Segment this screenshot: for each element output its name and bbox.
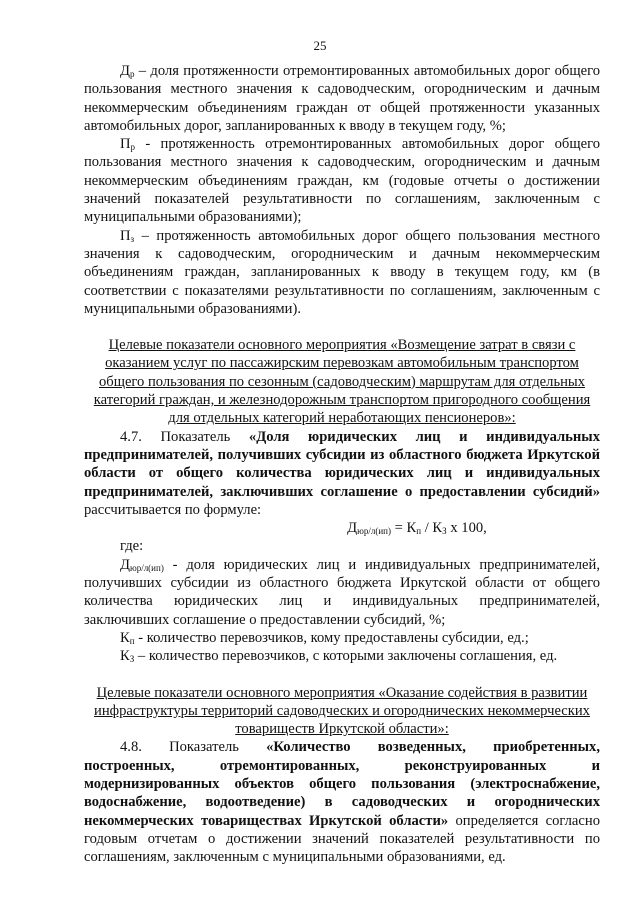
symbol-sub: р [130, 142, 136, 153]
symbol-sub: юр/л(ип) [129, 562, 164, 573]
definition-kz [84, 647, 600, 665]
formula-tail: х 100, [446, 520, 487, 537]
symbol-sub: З [129, 654, 135, 665]
symbol-k: К [120, 629, 130, 646]
symbol-p: П [120, 227, 131, 244]
formula [84, 519, 600, 537]
section-title-2: Целевые показатели основного мероприятия «Оказание содействия в развитии инфраструктуры территорий садоводческих и огороднических некоммерческих товариществ Иркутской области»: [94, 684, 590, 738]
definition-d [84, 556, 600, 629]
item-4-8 [84, 738, 600, 866]
item-prefix: 4.7. Показатель [120, 428, 249, 445]
paragraph-text: – доля протяженности отремонтированных автомобильных дорог общего пользования местного значения к садоводческим, огородническим и дачным некоммерческим объединениям граждан от общей протяженности указанных автомобильных дорог, запланированных к вводу в текущем году, %; [84, 63, 600, 134]
formula-kp-sub: п [416, 526, 422, 537]
item-suffix: рассчитывается по формуле: [84, 501, 262, 518]
item-indicator-name: «Доля юридических лиц и индивидуальных предпринимателей, получивших субсидии из областного бюджета Иркутской области от общего количества юридических лиц и индивидуальных предпринимателей, заключивших соглашение о предоставлении субсидий» [84, 428, 600, 500]
section-title-1: Целевые показатели основного мероприятия «Возмещение затрат в связи с оказанием услуг по пассажирским перевозкам автомобильным транспортом общего пользования по сезонным (садоводческим) маршрутам для отдельных категорий граждан, и железнодорожным транспортом пригородного сообщения для отдельных категорий неработающих пенсионеров»: [93, 337, 591, 427]
page-number: 25 [313, 38, 327, 53]
symbol-d: Д [120, 556, 130, 573]
where-label: где: [120, 538, 144, 555]
formula-eq: = К [390, 520, 417, 537]
formula-lhs: Д [347, 520, 358, 537]
definition-kp [84, 629, 600, 647]
definition-text: - количество перевозчиков, кому предоставлены субсидии, ед.; [134, 629, 529, 646]
paragraph-text: - протяженность отремонтированных автомобильных дорог общего пользования местного значения к садоводческим, огородническим и дачным некоммерческим объединениям граждан, км (годовые отчеты о достижении значений показателей результативности по соглашениям, заключенным с муниципальными образованиями); [84, 136, 600, 226]
symbol-d: Д [120, 63, 130, 79]
formula-kz-sub: З [442, 526, 447, 537]
item-indicator-name: «Количество возведенных, приобретенных, построенных, отремонтированных, реконструированных и модернизированных объектов общего пользования (электроснабжение, водоснабжение, водоотведение) в садоводческих и огороднических некоммерческих товариществах Иркутской области» [84, 739, 600, 829]
item-4-7 [84, 428, 600, 519]
symbol-k: К [120, 648, 130, 665]
definition-text: - доля юридических лиц и индивидуальных предпринимателей, получивших субсидии из областного бюджета Иркутской области от общего количества юридических лиц и индивидуальных предпринимателей, заключивших соглашение о предоставлении субсидий, %; [84, 556, 600, 628]
formula-lhs-sub: юр/л(ип) [357, 526, 391, 537]
symbol-sub: п [129, 635, 135, 646]
symbol-sub: р [129, 69, 135, 79]
item-prefix: 4.8. Показатель [120, 739, 267, 756]
definition-text: – количество перевозчиков, с которыми заключены соглашения, ед. [134, 648, 558, 665]
item-suffix: определяется согласно годовым отчетам о достижении значений показателей результативности по соглашениям, заключенным с муниципальными образованиями, ед. [84, 812, 600, 866]
paragraph-text: – протяженность автомобильных дорог общего пользования местного значения к садоводческим, огородническим и дачным некоммерческим объединениям граждан, запланированных к вводу в текущем году, км (в соответствии с показателями результативности по соглашениям, заключенным с муниципальными образованиями). [84, 227, 600, 317]
document-body [84, 62, 600, 866]
paragraph-dr [84, 62, 600, 135]
symbol-sub: з [130, 233, 135, 244]
paragraph-pz [84, 227, 600, 318]
formula-div: / К [421, 520, 443, 537]
symbol-p: П [120, 136, 131, 153]
paragraph-pr [84, 135, 600, 226]
